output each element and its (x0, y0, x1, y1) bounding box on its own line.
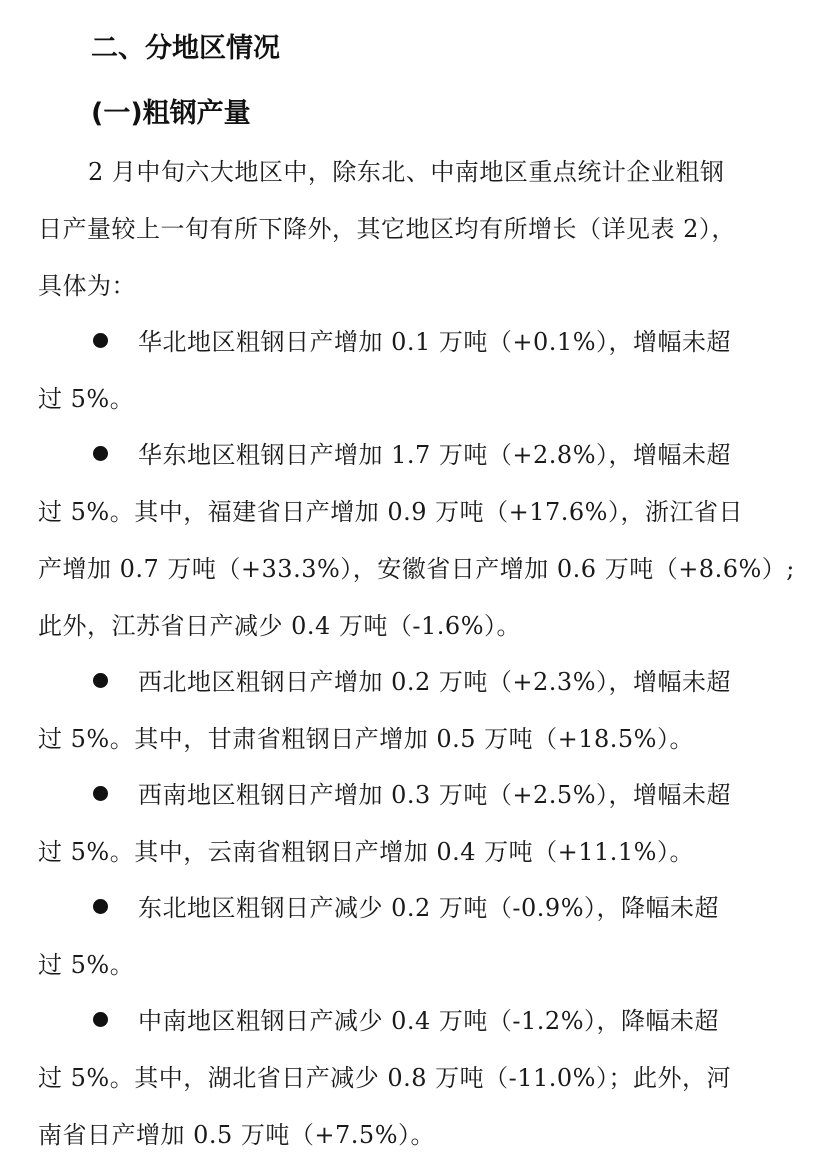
list-item-text: 西北地区粗钢日产增加 0.2 万吨（+2.3%），增幅未超 (138, 668, 732, 696)
list-item-north-china (93, 330, 827, 354)
list-item-text: 中南地区粗钢日产减少 0.4 万吨（-1.2%），降幅未超 (138, 1007, 720, 1035)
bullet-icon (93, 786, 108, 801)
list-item-continuation: 南省日产增加 0.5 万吨（+7.5%）。 (38, 1121, 436, 1149)
list-item-continuation: 此外，江苏省日产减少 0.4 万吨（-1.6%）。 (38, 612, 522, 640)
list-item-east-china (93, 443, 827, 467)
list-item-text: 西南地区粗钢日产增加 0.3 万吨（+2.5%），增幅未超 (138, 781, 732, 809)
bullet-icon (93, 446, 108, 461)
list-item-continuation: 过 5%。其中，甘肃省粗钢日产增加 0.5 万吨（+18.5%）。 (38, 725, 694, 753)
list-item-continuation: 过 5%。其中，云南省粗钢日产增加 0.4 万吨（+11.1%）。 (38, 838, 694, 866)
list-item-southwest (93, 783, 827, 807)
list-item-text: 东北地区粗钢日产减少 0.2 万吨（-0.9%），降幅未超 (138, 894, 720, 922)
list-item-continuation: 过 5%。 (38, 951, 135, 979)
subsection-heading: (一)粗钢产量 (91, 98, 251, 129)
section-heading: 二、分地区情况 (91, 33, 280, 64)
list-item-continuation: 过 5%。其中，湖北省日产减少 0.8 万吨（-11.0%）；此外，河 (38, 1064, 731, 1092)
bullet-icon (93, 899, 108, 914)
bullet-icon (93, 1012, 108, 1027)
list-item-central-south (93, 1009, 827, 1033)
list-item-continuation: 过 5%。 (38, 385, 135, 413)
bullet-icon (93, 333, 108, 348)
list-item-text: 华北地区粗钢日产增加 0.1 万吨（+0.1%），增幅未超 (138, 328, 732, 356)
intro-line-1: 2 月中旬六大地区中，除东北、中南地区重点统计企业粗钢 (88, 158, 725, 186)
bullet-icon (93, 673, 108, 688)
list-item-northwest (93, 670, 827, 694)
list-item-continuation: 产增加 0.7 万吨（+33.3%），安徽省日产增加 0.6 万吨（+8.6%）; (38, 555, 795, 583)
intro-line-2: 日产量较上一旬有所下降外，其它地区均有所增长（详见表 2）， (38, 215, 736, 243)
list-item-northeast (93, 896, 827, 920)
list-item-continuation: 过 5%。其中，福建省日产增加 0.9 万吨（+17.6%），浙江省日 (38, 498, 743, 526)
intro-line-3: 具体为： (38, 272, 136, 300)
list-item-text: 华东地区粗钢日产增加 1.7 万吨（+2.8%），增幅未超 (138, 441, 732, 469)
